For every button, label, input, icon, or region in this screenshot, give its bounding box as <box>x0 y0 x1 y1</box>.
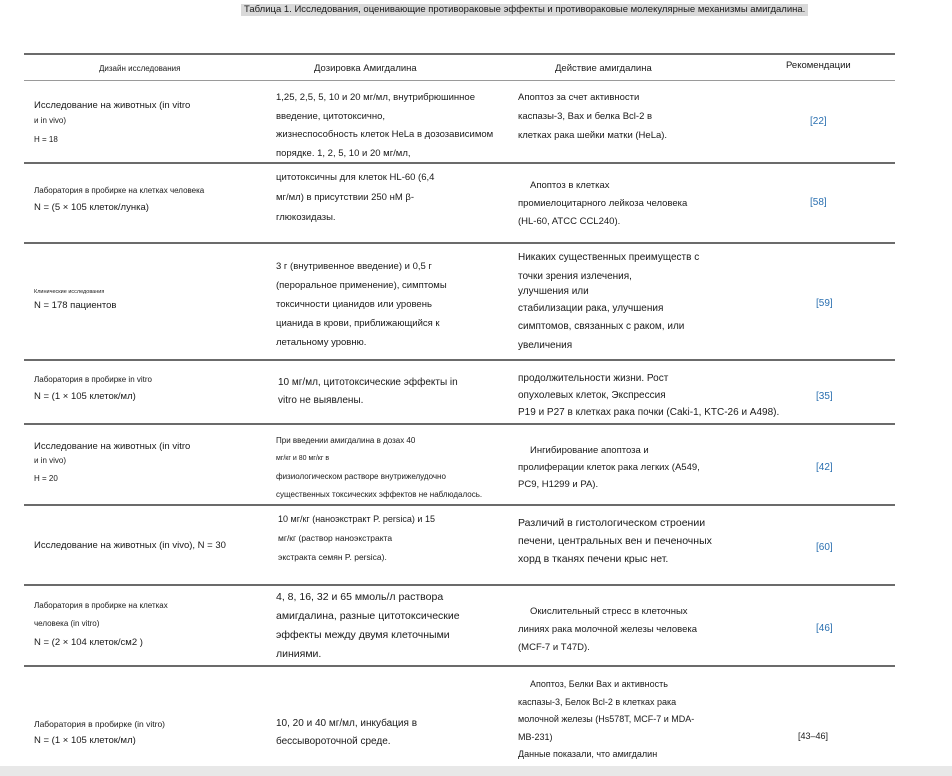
table-caption: Таблица 1. Исследования, оценивающие противораковые эффекты и противораковые молекулярные механизмы амигдалина. <box>241 4 808 16</box>
dose-cell <box>276 715 417 751</box>
design-cell <box>34 184 204 217</box>
effect-line: (MCF-7 и T47D). <box>518 642 590 653</box>
dose-line: порядке. 1, 2, 5, 10 и 20 мг/мл, <box>276 147 411 159</box>
window-bottom-bar <box>0 766 952 776</box>
dose-line: амигдалина, разные цитотоксические <box>276 610 460 622</box>
design-line: N = (1 × 105 клеток/мл) <box>34 735 136 746</box>
effect-line: линиях рака молочной железы человека <box>518 624 698 635</box>
dose-cell <box>276 89 493 163</box>
dose-line: линиями. <box>276 648 322 660</box>
effect-line: (HL-60, ATCC CCL240). <box>518 216 621 227</box>
reference-link[interactable]: [59] <box>816 298 833 309</box>
design-line: N = (1 × 105 клеток/мл) <box>34 391 136 402</box>
design-line: N = (5 × 105 клеток/лунка) <box>34 202 149 213</box>
effect-line: продолжительности жизни. Рост <box>518 373 669 384</box>
table-row <box>24 586 895 666</box>
design-line: и in vivo) <box>34 456 67 465</box>
reference-text: [43–46] <box>798 731 829 741</box>
design-cell <box>34 597 168 652</box>
dose-line: 4, 8, 16, 32 и 65 ммоль/л раствора <box>276 591 444 603</box>
dose-line: цитотоксичны для клеток HL-60 (6,4 <box>276 172 435 183</box>
effect-cell <box>518 603 697 657</box>
design-line: N = (2 × 104 клеток/см2 ) <box>34 637 143 648</box>
effect-line: симптомов, связанных с раком, или <box>518 321 685 332</box>
dose-cell <box>276 432 482 504</box>
effect-line: P19 и P27 в клетках рака почки (Caki-1, KTC-26 и A498). <box>518 407 780 418</box>
effect-line: Окислительный стресс в клеточных <box>530 606 688 617</box>
dose-cell <box>276 168 434 228</box>
dose-line: жизнеспособность клеток HeLa в дозозависимом <box>276 129 494 140</box>
design-line: Исследование на животных (in vitro <box>34 100 191 111</box>
dose-line: токсичности цианидов или уровень <box>276 299 432 310</box>
table-row <box>24 164 895 243</box>
table-top-rule <box>24 53 895 55</box>
effect-line: Апоптоз за счет активности <box>518 92 640 103</box>
table-row <box>24 506 895 585</box>
effect-cell <box>518 177 687 231</box>
dose-line: существенных токсических эффектов не наблюдалось. <box>276 490 483 499</box>
dose-line: 3 г (внутривенное введение) и 0,5 г <box>276 261 432 272</box>
design-line: и in vivo) <box>34 116 67 125</box>
effect-line: Различий в гистологическом строении <box>518 517 706 529</box>
dose-line: vitro не выявлены. <box>278 395 364 406</box>
reference-link[interactable]: [22] <box>810 116 827 127</box>
dose-line: При введении амигдалина в дозах 40 <box>276 436 416 445</box>
table-row <box>24 81 895 163</box>
design-line: Н = 18 <box>34 135 58 144</box>
effect-cell <box>518 676 694 764</box>
design-line: человека (in vitro) <box>34 619 100 628</box>
dose-cell <box>278 374 458 410</box>
dose-line: мг/мл) в присутствии 250 нМ β- <box>276 192 414 203</box>
table-row <box>24 361 895 424</box>
effect-cell <box>518 370 779 421</box>
effect-line: Апоптоз, Белки Bax и активность <box>530 679 668 689</box>
header-dose: Дозировка Амигдалина <box>314 63 417 74</box>
design-line: Н = 20 <box>34 474 58 483</box>
effect-line: Данные показали, что амигдалин <box>518 749 658 759</box>
effect-cell <box>518 88 667 145</box>
dose-cell <box>276 257 447 352</box>
design-line: N = 178 пациентов <box>34 300 117 311</box>
design-cell <box>34 717 165 750</box>
effect-line: молочной железы (Hs578T, MCF-7 и MDA- <box>518 714 695 724</box>
dose-line: цианида в крови, приближающийся к <box>276 318 440 329</box>
effect-line: печени, центральных вен и печеночных <box>518 535 712 547</box>
design-line: Лаборатория в пробирке (in vitro) <box>34 719 166 729</box>
reference-link[interactable]: [42] <box>816 462 833 473</box>
dose-line: физиологическом растворе внутрижелудочно <box>276 472 446 481</box>
effect-line: MB-231) <box>518 731 553 742</box>
header-refs: Рекомендации <box>786 60 851 71</box>
design-cell <box>34 539 226 552</box>
design-line: Лаборатория в пробирке на клетках <box>34 601 168 610</box>
reference-link[interactable]: [60] <box>816 542 833 553</box>
dose-cell <box>278 510 435 567</box>
header-design: Дизайн исследования <box>99 64 181 73</box>
dose-line: экстракта семян P. persica). <box>278 552 387 562</box>
design-cell <box>34 439 190 490</box>
dose-line: эффекты между двумя клеточными <box>276 629 450 641</box>
design-cell <box>34 374 152 407</box>
design-line: Клинические исследования <box>34 289 105 295</box>
effect-line: Апоптоз в клетках <box>530 180 610 191</box>
effect-line: промиелоцитарного лейкоза человека <box>518 198 688 209</box>
effect-line: Никаких существенных преимуществ с <box>518 252 700 263</box>
dose-line: глюкозидазы. <box>276 212 336 223</box>
dose-line: 10 мг/кг (наноэкстракт P. persica) и 15 <box>278 514 435 524</box>
effect-line: хорд в тканях печени крыс нет. <box>518 553 669 565</box>
design-cell <box>34 287 116 314</box>
dose-line: мг/кг и 80 мг/кг в <box>276 455 330 462</box>
design-line: Лаборатория в пробирке на клетках человека <box>34 186 205 195</box>
table-row <box>24 425 895 505</box>
table-row <box>24 667 895 766</box>
effect-line: каспазы-3, Белок Bcl-2 в клетках рака <box>518 696 677 707</box>
effect-line: пролиферации клеток рака легких (A549, <box>518 462 700 473</box>
reference-link[interactable]: [35] <box>816 391 833 402</box>
table-row <box>24 244 895 360</box>
dose-line: 10 мг/мл, цитотоксические эффекты in <box>278 377 458 388</box>
dose-line: мг/кг (раствор наноэкстракта <box>278 533 393 543</box>
effect-line: каспазы-3, Bax и белка Bcl-2 в <box>518 111 653 122</box>
reference-link[interactable]: [46] <box>816 623 833 634</box>
design-line: Исследование на животных (in vitro <box>34 441 191 452</box>
dose-line: 10, 20 и 40 мг/мл, инкубация в <box>276 718 418 729</box>
effect-cell <box>518 442 700 493</box>
effect-cell <box>518 514 712 568</box>
reference-link[interactable]: [58] <box>810 197 827 208</box>
effect-line: Ингибирование апоптоза и <box>530 445 649 456</box>
dose-cell <box>276 588 460 664</box>
design-cell <box>34 99 190 150</box>
effect-line: точки зрения излечения, <box>518 270 632 282</box>
effect-cell <box>518 249 699 355</box>
dose-line: введение, цитотоксично, <box>276 110 386 122</box>
design-line: Исследование на животных (in vivo), N = 30 <box>34 540 226 551</box>
dose-line: летальному уровню. <box>276 337 367 348</box>
header-effect: Действие амигдалина <box>555 63 652 74</box>
dose-line: бессывороточной среде. <box>276 736 391 747</box>
effect-line: стабилизации рака, улучшения <box>518 302 664 314</box>
dose-line: 1,25, 2,5, 5, 10 и 20 мг/мл, внутрибрюшинное <box>276 92 475 103</box>
effect-line: клетках рака шейки матки (HeLa). <box>518 130 668 141</box>
effect-line: опухолевых клеток, Экспрессия <box>518 390 666 401</box>
design-line: Лаборатория в пробирке in vitro <box>34 375 152 384</box>
dose-line: (пероральное применение), симптомы <box>276 280 447 291</box>
effect-line: увеличения <box>518 339 573 351</box>
effect-line: улучшения или <box>518 285 589 297</box>
effect-line: PC9, H1299 и PA). <box>518 479 599 490</box>
